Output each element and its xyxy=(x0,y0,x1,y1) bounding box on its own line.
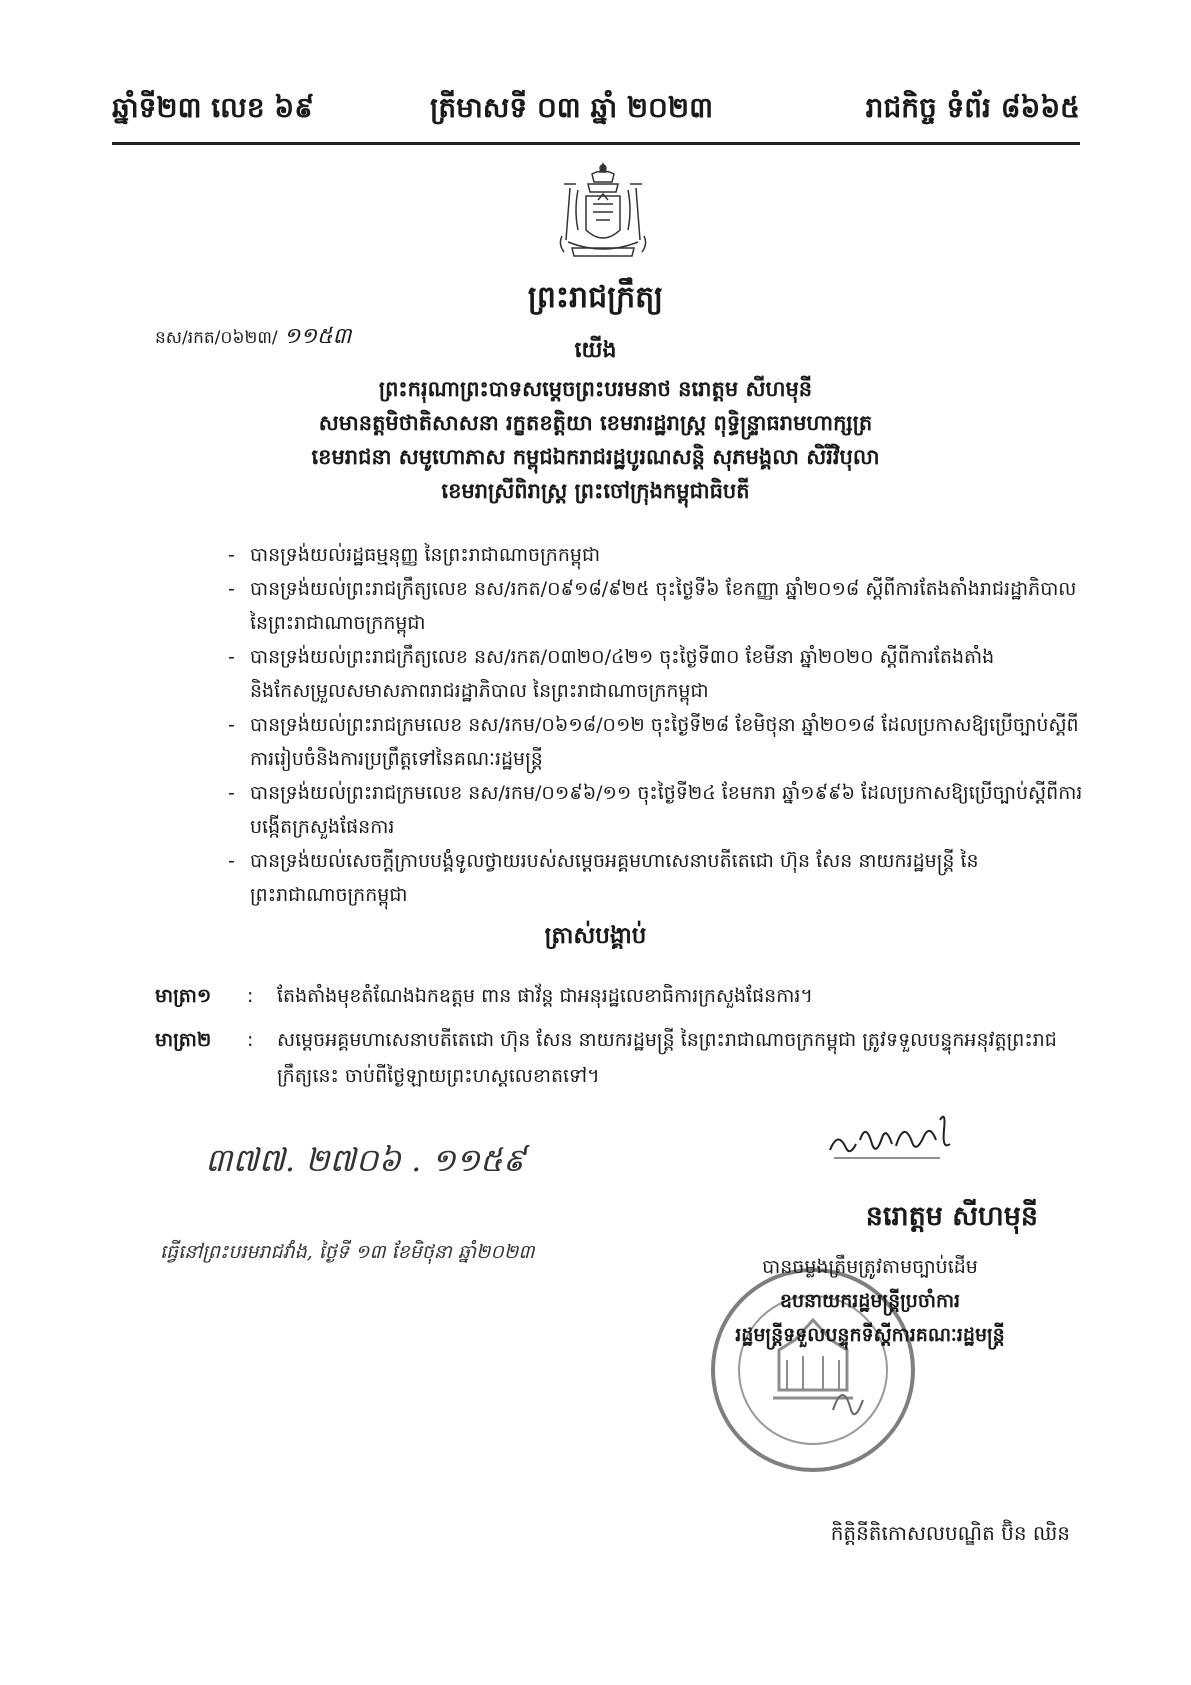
consideration-item: - បានទ្រង់យល់ព្រះរាជក្រមលេខ នស/រកម/០៦១៨/០១២ ចុះថ្ងៃទី២៨ ខែមិថុនា ឆ្នាំ២០១៨ ដែលប្រកាសឱ្យប្រើច្បាប់ស្តីពីការរៀបចំនិងការប្រព្រឹត្តទៅនៃគណៈរដ្ឋមន្ត្រី xyxy=(228,708,1088,776)
decision-heading: ត្រាស់បង្គាប់ xyxy=(544,923,647,949)
article-colon: : xyxy=(247,1029,254,1051)
gazette-page: រាជកិច្ច ទំព័រ ៨៦៦៥ xyxy=(865,91,1080,124)
royal-arms-icon xyxy=(548,160,658,268)
place-and-date: ធ្វើនៅព្រះបរមរាជវាំង, ថ្ងៃទី ១៣ ខែមិថុនា ឆ្នាំ២០២៣ xyxy=(160,1241,535,1263)
article-text: តែងតាំងមុខតំណែងឯកឧត្តម ពាន ផាវ័ន្ត ជាអនុរដ្ឋលេខាធិការក្រសួងផែនការ។ xyxy=(277,985,813,1007)
royal-title-line: ខេមរាស្រីពិរាស្ត្រ ព្រះចៅក្រុងកម្ពុជាធិបតី xyxy=(441,479,750,503)
royal-title-line: ព្រះករុណាព្រះបាទសម្តេចព្រះបរមនាថ នរោត្តម សីហមុនី xyxy=(378,377,813,401)
document-type-title: ព្រះរាជក្រឹត្យ xyxy=(527,280,664,315)
consideration-item: - បានទ្រង់យល់ព្រះរាជក្រមលេខ នស/រកម/០១៩៦/១១ ចុះថ្ងៃទី២៤ ខែមករា ឆ្នាំ១៩៩៦ ដែលប្រកាសឱ្យប្រើច្បាប់ស្តីពីការបង្កើតក្រសួងផែនការ xyxy=(228,776,1088,844)
certified-copy-line: បានចម្លងត្រឹមត្រូវតាមច្បាប់ដើម xyxy=(762,1256,978,1278)
reference-number-handwritten: ១១៥៣ xyxy=(283,324,352,349)
deputy-pm-title: ឧបនាយករដ្ឋមន្ត្រីប្រចាំការ xyxy=(779,1290,961,1312)
considerations-list xyxy=(228,538,1088,912)
consideration-item: - បានទ្រង់យល់សេចក្តីក្រាបបង្គំទូលថ្វាយរបស់សម្តេចអគ្គមហាសេនាបតីតេជោ ហ៊ុន សែន នាយករដ្ឋមន្ត្រី នៃព្រះរាជាណាចក្រកម្ពុជា xyxy=(228,844,1088,912)
handwritten-registration-date: ៣៧៧. ២៧០៦ . ១១៥៩ xyxy=(205,1141,526,1179)
article-label: មាត្រា១ xyxy=(155,985,212,1007)
signatory-name: នរោត្តម សីហមុនី xyxy=(865,1201,1038,1232)
royal-signature xyxy=(820,1100,960,1170)
we-heading: យើង xyxy=(574,338,617,363)
consideration-item: - បានទ្រង់យល់រដ្ឋធម្មនុញ្ញ នៃព្រះរាជាណាចក្រកម្ពុជា xyxy=(228,538,1088,572)
countersign-block xyxy=(670,1250,1070,1352)
minister-title: រដ្ឋមន្ត្រីទទួលបន្ទុកទីស្តីការគណៈរដ្ឋមន្ត្រី xyxy=(735,1324,1005,1346)
royal-title-line: សមានត្តមិថាតិសាសនា រក្ខតខត្តិយា ខេមរារដ្ឋរាស្ត្រ ពុទ្ធិន្ទ្រាធរាមហាក្សត្រ xyxy=(318,411,873,435)
gazette-year-issue: ឆ្នាំទី២៣ លេខ ៦៩ xyxy=(112,91,315,124)
article-1 xyxy=(155,978,1085,1014)
consideration-item: - បានទ្រង់យល់ព្រះរាជក្រឹត្យលេខ នស/រកត/០៣២០/៤២១ ចុះថ្ងៃទី៣០ ខែមីនា ឆ្នាំ២០២០ ស្តីពីការតែងតាំងនិងកែសម្រួលសមាសភាពរាជរដ្ឋាភិបាល នៃព្រះរាជាណាចក្រកម្ពុជា xyxy=(228,640,1088,708)
royal-title-line: ខេមរាជនា សមូហោភាស កម្ពុជឯករាជរដ្ឋបូរណសន្តិ សុភមង្គលា សិរីវិបុលា xyxy=(311,445,880,469)
countersigner-name: កិត្តិនីតិកោសលបណ្ឌិត ប៊ិន ឈិន xyxy=(830,1521,1070,1545)
reference-number-printed: នស/រកត/០៦២៣/ xyxy=(155,328,278,348)
royal-titles xyxy=(0,372,1191,508)
consideration-item: - បានទ្រង់យល់ព្រះរាជក្រឹត្យលេខ នស/រកត/០៩១៨/៩២៥ ចុះថ្ងៃទី៦ ខែកញ្ញា ឆ្នាំ២០១៨ ស្តីពីការតែងតាំងរាជរដ្ឋាភិបាល នៃព្រះរាជាណាចក្រកម្ពុជា xyxy=(228,572,1088,640)
article-colon: : xyxy=(247,985,254,1007)
article-label: មាត្រា២ xyxy=(155,1029,212,1051)
gazette-quarter: ត្រីមាសទី ០៣ ឆ្នាំ ២០២៣ xyxy=(430,91,713,124)
article-text: សម្តេចអគ្គមហាសេនាបតីតេជោ ហ៊ុន សែន នាយករដ្ឋមន្ត្រី នៃព្រះរាជាណាចក្រកម្ពុជា ត្រូវទទួលបន្ទុកអនុវត្តព្រះរាជក្រឹត្យនេះ ចាប់ពីថ្ងៃឡាយព្រះហស្តលេខាតទៅ។ xyxy=(277,1029,1057,1087)
gazette-header xyxy=(112,82,1080,145)
article-2 xyxy=(155,1022,1085,1094)
